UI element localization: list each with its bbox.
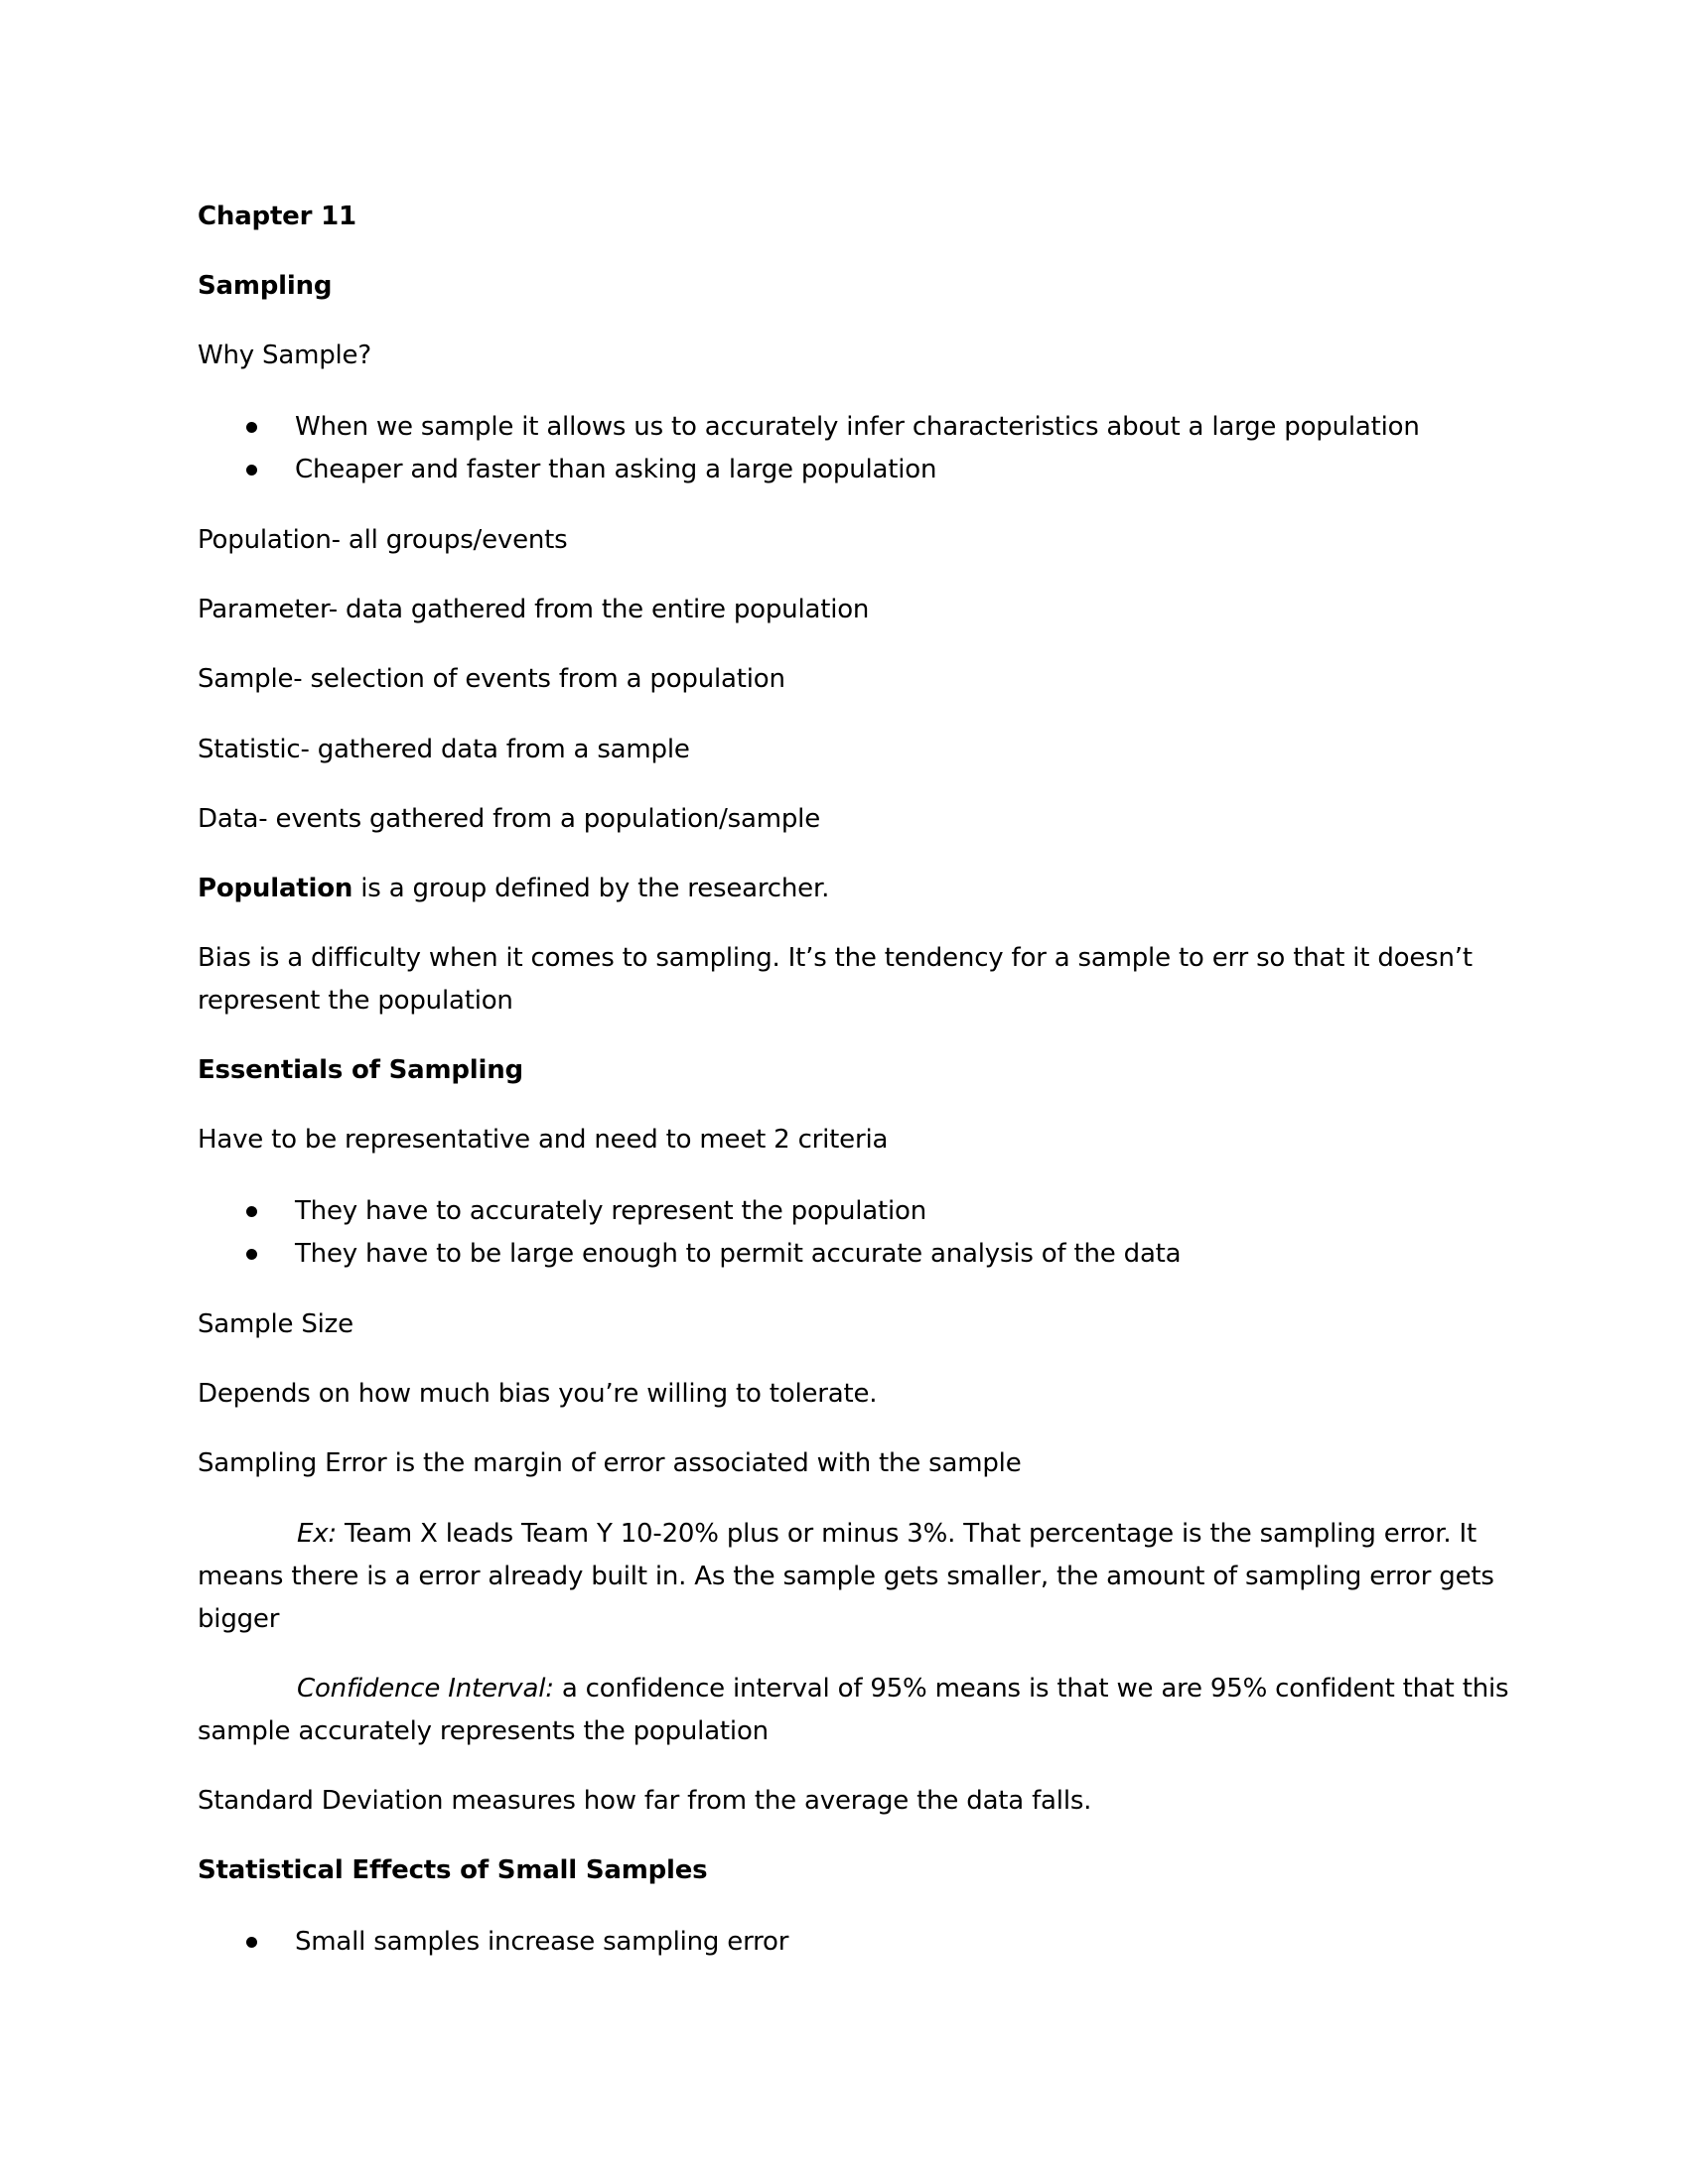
essentials-intro: Have to be representative and need to meet 2 criteria	[198, 1125, 889, 1155]
example-line-1	[198, 1513, 1588, 1555]
chapter-heading: Chapter 11	[198, 202, 356, 231]
example-line-2: means there is a error already built in. As the sample gets smaller, the amount of sampling error gets	[198, 1562, 1494, 1591]
definition-statistic: Statistic- gathered data from a sample	[198, 735, 690, 764]
example-line-3: bigger	[198, 1604, 280, 1634]
sample-size-heading: Sample Size	[198, 1309, 353, 1339]
confidence-line-2: sample accurately represents the population	[198, 1716, 769, 1746]
definition-data: Data- events gathered from a population/sample	[198, 804, 820, 834]
small-samples-heading: Statistical Effects of Small Samples	[198, 1855, 708, 1885]
bullet-icon	[246, 422, 257, 433]
essentials-heading: Essentials of Sampling	[198, 1055, 523, 1085]
bullet-icon	[246, 1249, 257, 1260]
confidence-label: Confidence Interval:	[297, 1674, 554, 1704]
sampling-error-paragraph: Sampling Error is the margin of error associated with the sample	[198, 1448, 1022, 1478]
confidence-line-1	[198, 1668, 1588, 1709]
list-item-text: Small samples increase sampling error	[295, 1927, 789, 1957]
definition-population: Population- all groups/events	[198, 525, 568, 555]
standard-deviation-paragraph: Standard Deviation measures how far from the average the data falls.	[198, 1786, 1092, 1816]
bullet-icon	[246, 465, 257, 476]
bullet-icon	[246, 1937, 257, 1948]
why-sample-heading: Why Sample?	[198, 341, 371, 370]
bias-paragraph-line-1: Bias is a difficulty when it comes to sampling. It’s the tendency for a sample to err so that it doesn’t	[198, 943, 1473, 973]
population-paragraph	[198, 868, 1488, 909]
bullet-icon	[246, 1206, 257, 1217]
example-text: Team X leads Team Y 10-20% plus or minus 3%. That percentage is the sampling error. It	[336, 1519, 1477, 1549]
list-item-text: They have to accurately represent the population	[295, 1196, 927, 1226]
list-item-text: They have to be large enough to permit accurate analysis of the data	[295, 1239, 1182, 1269]
section-title: Sampling	[198, 271, 333, 301]
definition-parameter: Parameter- data gathered from the entire population	[198, 595, 870, 624]
depends-paragraph: Depends on how much bias you’re willing to tolerate.	[198, 1379, 878, 1409]
example-label: Ex:	[297, 1519, 337, 1549]
definition-sample: Sample- selection of events from a population	[198, 664, 785, 694]
population-term: Population	[198, 874, 353, 903]
list-item-text: When we sample it allows us to accurately infer characteristics about a large population	[295, 412, 1420, 442]
bias-paragraph-line-2: represent the population	[198, 986, 513, 1016]
population-text: is a group defined by the researcher.	[352, 874, 830, 903]
confidence-text: a confidence interval of 95% means is that we are 95% confident that this	[553, 1674, 1509, 1704]
list-item-text: Cheaper and faster than asking a large population	[295, 455, 937, 484]
